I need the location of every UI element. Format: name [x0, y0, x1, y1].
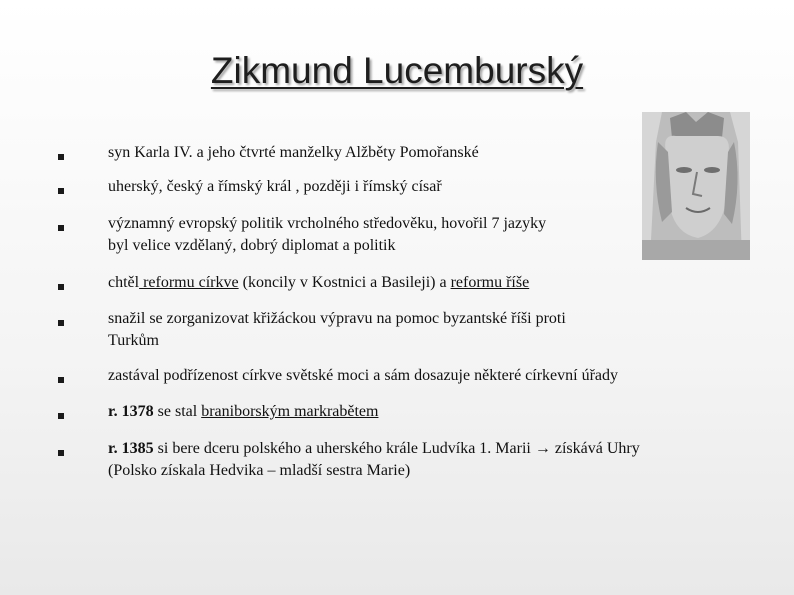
- bullet-text-line-1: [108, 438, 640, 460]
- link-reforma-rise[interactable]: reformu říše: [450, 274, 530, 291]
- text-segment: (koncily v Kostnici a Basileji) a: [238, 274, 451, 291]
- text-segment: se stal: [153, 403, 202, 420]
- bullet-text-line-2: (Polsko získala Hedvika – mladší sestra Marie): [108, 462, 411, 479]
- bullet-square-icon: [58, 377, 64, 383]
- bullet-text: [108, 272, 529, 294]
- bullet-square-icon: [58, 320, 64, 326]
- bullet-square-icon: [58, 225, 64, 231]
- bullet-square-icon: [58, 188, 64, 194]
- year-label: r. 1385: [108, 440, 154, 457]
- link-reforma-cirkve[interactable]: reformu církve: [139, 274, 239, 291]
- bullet-square-icon: [58, 413, 64, 419]
- bullet-square-icon: [58, 154, 64, 160]
- portrait-sculpture-icon: [642, 112, 750, 260]
- link-braniborsky-markrabe[interactable]: braniborským markrabětem: [201, 403, 379, 420]
- bullet-text-line-2: Turkům: [108, 332, 159, 349]
- bullet-text: syn Karla IV. a jeho čtvrté manželky Alžběty Pomořanské: [108, 144, 479, 161]
- bullet-text: [108, 401, 378, 423]
- bullet-text: uherský, český a římský král , později i římský císař: [108, 178, 442, 195]
- bullet-square-icon: [58, 284, 64, 290]
- year-label: r. 1378: [108, 403, 154, 420]
- bullet-text: zastával podřízenost církve světské moci a sám dosazuje některé církevní úřady: [108, 367, 619, 384]
- slide-title: Zikmund Lucemburský: [210, 50, 584, 91]
- bullet-text-line-1: snažil se zorganizovat křižáckou výpravu na pomoc byzantské říši proti: [108, 310, 566, 327]
- text-segment: chtěl: [108, 274, 140, 291]
- portrait-image: [642, 112, 750, 260]
- bullet-text-line-1: významný evropský politik vrcholného středověku, hovořil 7 jazyky: [108, 215, 547, 232]
- bullet-square-icon: [58, 450, 64, 456]
- bullet-text-line-2: byl velice vzdělaný, dobrý diplomat a politik: [108, 237, 396, 254]
- text-segment: si bere dceru polského a uherského krále Ludvíka 1. Marii → získává Uhry: [153, 440, 640, 457]
